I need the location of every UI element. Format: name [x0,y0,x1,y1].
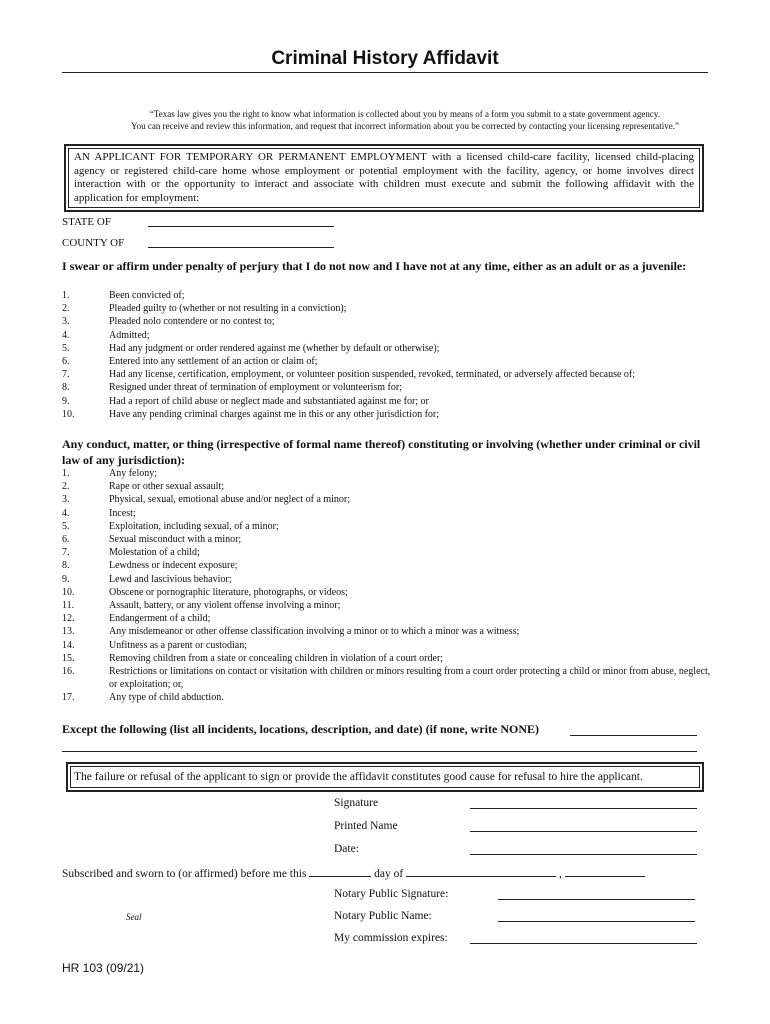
swear-item-number: 7. [62,369,70,381]
notary-name-label: Notary Public Name: [334,910,432,922]
swear-item [62,342,712,355]
conduct-item-text: Any felony; [109,468,158,479]
except-label: Except the following (list all incidents, locations, description, and date) (if none, write NONE) [62,722,539,736]
notary-signature-line[interactable] [498,899,695,900]
county-field [62,237,124,249]
county-label: COUNTY OF [62,237,125,249]
subscribed-dayof: day of [374,868,404,880]
swear-item-text: Resigned under threat of termination of employment or volunteerism for; [109,382,402,394]
conduct-item [62,546,712,559]
conduct-item-text: Removing children from a state or concealing children in violation of a court order; [109,652,444,664]
conduct-heading: Any conduct, matter, or thing (irrespective of formal name thereof) constituting or involving (whether under criminal or civil law of any jurisdiction): [62,437,701,467]
conduct-item-text: Incest; [109,507,136,519]
swear-item-text: Entered into any settlement of an action or claim of; [109,356,318,368]
swear-item-text: Had any license, certification, employment, or volunteer position suspended, revoked, terminated, or adversely affected because of; [109,369,636,381]
swear-item-number: 8. [62,382,70,394]
privacy-notice [40,108,770,132]
signature-line[interactable] [470,808,697,809]
conduct-item-text: Any type of child abduction. [109,692,224,704]
swear-item-number: 6. [62,356,70,368]
conduct-item-text: Physical, sexual, emotional abuse and/or neglect of a minor; [109,494,351,506]
except-input-line[interactable] [570,735,697,736]
conduct-item-text: Restrictions or limitations on contact or visitation with children or minors resulting from a court order protecting a child or minor from abuse, neglect, or exploitation; or, [109,666,711,691]
conduct-item [62,665,712,691]
conduct-item [62,467,712,480]
conduct-item-number: 1. [62,468,70,479]
conduct-item [62,691,712,704]
conduct-item-number: 4. [62,507,70,519]
commission-expires-line[interactable] [470,943,697,944]
notary-name-line[interactable] [498,921,695,922]
swear-item [62,289,712,302]
conduct-item-number: 9. [62,573,70,585]
conduct-item-number: 11. [62,600,75,612]
conduct-item-number: 8. [62,560,70,572]
except-input-line-2[interactable] [62,751,697,752]
notary-signature-label: Notary Public Signature: [334,888,449,900]
conduct-list [62,467,712,705]
signature-label: Signature [334,797,379,809]
failure-notice-text: The failure or refusal of the applicant to sign or provide the affidavit constitutes good cause for refusal to hire the applicant. [70,766,700,788]
swear-item [62,368,712,381]
conduct-item-text: Assault, battery, or any violent offense involving a minor; [109,600,341,612]
conduct-item-number: 7. [62,547,70,559]
form-number: HR 103 (09/21) [62,961,145,975]
conduct-item-number: 3. [62,494,70,506]
conduct-item [62,573,712,586]
conduct-item-number: 10. [62,586,75,598]
swear-item [62,315,712,328]
conduct-item-number: 14. [62,639,75,651]
conduct-item-text: Unfitness as a parent or custodian; [109,639,248,651]
state-field [62,216,111,228]
privacy-notice-line2: You can receive and review this information, and request that incorrect information about you be corrected by contacting your licensing representative.” [131,121,679,131]
conduct-item-number: 13. [62,626,75,638]
conduct-item-text: Any misdemeanor or other offense classification involving a minor or to which a minor was a witness; [109,626,520,638]
date-line[interactable] [470,854,697,855]
conduct-item [62,559,712,572]
conduct-item-text: Exploitation, including sexual, of a minor; [109,520,279,532]
privacy-notice-line1: “Texas law gives you the right to know what information is collected about you by means of a form you submit to a state government agency. [149,109,661,119]
printed-name-line[interactable] [470,831,697,832]
swear-heading: I swear or affirm under penalty of perjury that I do not now and I have not at any time, either as an adult or as a juvenile: [62,259,687,273]
conduct-item-text: Obscene or pornographic literature, photographs, or videos; [109,586,348,598]
conduct-item [62,520,712,533]
state-label: STATE OF [62,216,111,228]
state-input-line[interactable] [148,226,334,227]
swear-item-text: Been convicted of; [109,290,185,301]
conduct-item-number: 17. [62,692,75,704]
conduct-item-text: Endangerment of a child; [109,613,211,625]
swear-item-number: 5. [62,342,70,354]
swear-item-number: 3. [62,316,70,328]
swear-item-number: 9. [62,395,70,407]
swear-item-text: Pleaded nolo contendere or no contest to; [109,316,275,328]
conduct-item [62,507,712,520]
commission-expires-label: My commission expires: [334,932,448,944]
county-input-line[interactable] [148,247,334,248]
conduct-item [62,533,712,546]
conduct-item [62,599,712,612]
title-rule [62,72,708,73]
swear-item-text: Pleaded guilty to (whether or not resulting in a conviction); [109,303,347,315]
swear-item [62,355,712,368]
conduct-item-number: 12. [62,613,75,625]
seal-label: Seal [126,912,142,922]
conduct-item [62,586,712,599]
conduct-item-number: 5. [62,520,70,532]
conduct-item [62,612,712,625]
applicant-notice-text: AN APPLICANT FOR TEMPORARY OR PERMANENT EMPLOYMENT with a licensed child-care facility, licensed child-placing agency or registered child-care home whose employment or potential employment with the facility, agency, or home involves direct interaction with or the opportunity to interact and associate with children must execute and submit the following affidavit with the application for employment: [68,148,700,208]
subscribed-comma: , [558,868,562,880]
swear-item [62,395,712,408]
conduct-item-number: 16. [62,666,75,678]
swear-item-number: 2. [62,303,70,315]
day-blank[interactable] [309,864,371,877]
swear-item-number: 4. [62,329,70,341]
conduct-item-number: 2. [62,481,70,493]
conduct-item [62,480,712,493]
failure-notice-box [66,762,704,792]
swear-list [62,289,712,421]
conduct-item-text: Molestation of a child; [109,547,200,559]
swear-item-text: Had a report of child abuse or neglect made and substantiated against me for; or [109,395,429,407]
conduct-item-text: Lewd and lascivious behavior; [109,573,232,585]
swear-item-number: 1. [62,290,70,301]
subscribed-sworn-line [62,864,645,880]
conduct-item-number: 6. [62,534,70,546]
conduct-item-text: Rape or other sexual assault; [109,481,224,493]
conduct-item [62,639,712,652]
applicant-notice-box [64,144,704,212]
conduct-item-text: Lewdness or indecent exposure; [109,560,238,572]
printed-name-label: Printed Name [334,820,398,832]
swear-item [62,381,712,394]
conduct-item-text: Sexual misconduct with a minor; [109,534,242,546]
document-title: Criminal History Affidavit [271,48,499,69]
conduct-item [62,493,712,506]
swear-item-number: 10. [62,408,75,420]
swear-item [62,329,712,342]
swear-item [62,302,712,315]
conduct-item-number: 15. [62,652,75,664]
swear-item [62,408,712,421]
swear-item-text: Had any judgment or order rendered against me (whether by default or otherwise); [109,342,440,354]
swear-item-text: Have any pending criminal charges against me in this or any other jurisdiction for; [109,408,440,420]
swear-item-text: Admitted; [109,329,150,341]
conduct-item [62,652,712,665]
year-blank[interactable] [565,864,645,877]
month-blank[interactable] [406,864,556,877]
subscribed-prefix: Subscribed and sworn to (or affirmed) before me this [62,868,307,880]
conduct-item [62,625,712,638]
date-label: Date: [334,843,359,855]
